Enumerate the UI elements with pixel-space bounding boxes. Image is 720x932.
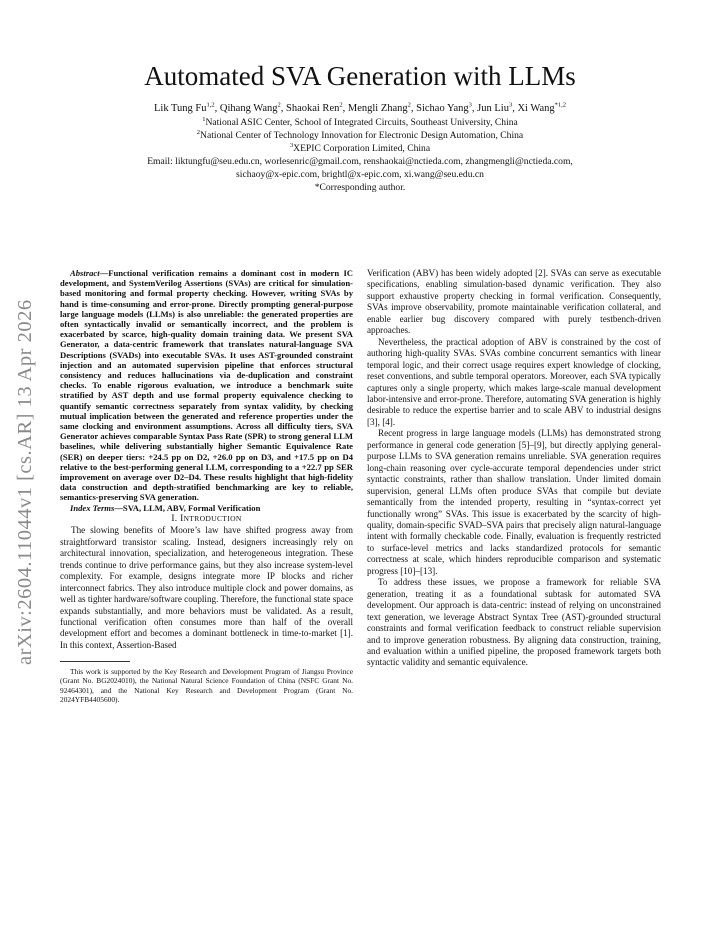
paper-header [60, 60, 660, 194]
author: Sichao Yang$^3$, [416, 101, 478, 114]
affiliation: $^3$XEPIC Corporation Limited, China [289, 141, 431, 154]
arxiv-stamp: arXiv:2604.11044v1 [cs.AR] 13 Apr 2026 [14, 299, 36, 665]
author: Qihang Wang$^2$, [219, 101, 286, 114]
section-heading-introduction: I. INTRODUCTION [171, 513, 242, 524]
author-list [60, 102, 660, 116]
author: Jun Liu$^3$, [477, 101, 518, 114]
abstract-text: —Functional verification remains a dominant cost in modern IC development, and SystemVerilog Assertions (SVAs) are critical for simulation-based monitoring and formal property checking. However, writing SVAs by hand is time-consuming and error-prone. Directly prompting general-purpose large language models (LLMs) is also unreliable: the generated properties are often syntactically invalid or semantically incorrect, and the problem is exacerbated by scarce, high-quality domain training data. We present SVA Generator, a data-centric framework that translates natural-language SVA Descriptions (SVADs) into executable SVAs. It uses AST-grounded constraint injection and an automated supervision pipeline that enforces structural consistency and reduces hallucinations via de-duplication and constraint checks. To enable rigorous evaluation, we introduce a benchmark suite stratified by AST depth and use formal property equivalence checking to quantify semantic correctness separately from syntax validity, by checking mutual implication between the generated and reference properties under the same clocking and environment assumptions. Across all difficulty tiers, SVA Generator achieves comparable Syntax Pass Rate (SPR) to strong general LLM baselines, while delivering substantially higher Semantic Equivalence Rate (SER) on deeper tiers: +24.5 pp on D2, +26.0 pp on D3, and +17.5 pp on D4 relative to the best-performing general LLM, corresponding to a +22.7 pp SER improvement on average over D2–D4. These results highlight that high-fidelity data construction and depth-stratified benchmarking are key to reliable, semantics-preserving SVA generation. [60, 268, 353, 503]
left-column [60, 268, 353, 704]
index-terms: Index Terms—SVA, LLM, ABV, Formal Verification [70, 502, 261, 513]
author: Mengli Zhang$^2$, [347, 101, 417, 114]
body-paragraph: Recent progress in large language models (LLMs) has demonstrated strong performance in general code generation [5]–[9], but directly applying general-purpose LLMs to SVA generation remains unreliable. SVA generation requires long-chain reasoning over cycle-accurate temporal dependencies under strict syntactic constraints, rather than shallow translation. Under limited domain supervision, general LLMs often produce SVAs that compile but deviate semantically from the intended property, resulting in “syntax-correct yet functionally wrong” SVAs. This issue is exacerbated by the scarcity of high-quality, domain-specific SVAD–SVA pairs that precisely align natural-language intent with formally checkable code. Finally, evaluation is frequently restricted to surface-level metrics and lacks standardized protocols for semantic correctness at scale, which hinders reproducible comparison and systematic progress [10]–[13]. [367, 428, 661, 576]
body-paragraph: To address these issues, we propose a framework for reliable SVA generation, treating it as a foundational subtask for automated SVA development. Our approach is data-centric: instead of relying on unconstrained text generation, we leverage Abstract Syntax Tree (AST)-grounded structural constraints and formal verification feedback to construct reliable supervision and to improve generation robustness. By aligning data construction, training, and evaluation within a unified pipeline, the proposed framework targets both syntactic validity and semantic equivalence. [367, 577, 661, 668]
funding-footnote: This work is supported by the Key Research and Development Program of Jiangsu Province (Grant No. BG2024010), the National Natural Science Foundation of China (NSFC Grant No. 92464301), and the National Key Research and Development Program (Grant No. 2024YFB4405600). [60, 667, 353, 704]
paper-title: Automated SVA Generation with LLMs [144, 61, 576, 91]
body-paragraph: Verification (ABV) has been widely adopted [2]. SVAs can serve as executable specifications, enabling simulation-based dynamic verification. They also support exhaustive property checking in formal verification. Consequently, SVAs improve observability, promote maintainable verification collateral, and enable earlier bug discovery compared with purely testbench-driven approaches. [367, 268, 661, 336]
footnote-divider [60, 661, 130, 662]
author: Lik Tung Fu$^{1,2}$, [154, 101, 220, 114]
email-line: Email: liktungfu@seu.edu.cn, worlesenric@gmail.com, renshaokai@nctieda.com, zhangmengli@nctieda.com, [147, 156, 573, 167]
abstract [60, 268, 353, 503]
abstract-label: Abstract [70, 268, 100, 278]
email-line: sichaoy@x-epic.com, brightl@x-epic.com, xi.wang@seu.edu.cn [236, 169, 484, 180]
right-column [367, 268, 661, 669]
intro-paragraph: The slowing benefits of Moore’s law have shifted progress away from straightforward transistor scaling. Instead, designers increasingly rely on architectural innovation, specialization, and heterogeneous integration. These trends continue to drive performance gains, but they also increase system-level complexity. For example, designs integrate more IP blocks and richer interconnect fabrics. They also introduce multiple clock and power domains, as well as tighter hardware/software coupling. Therefore, the functional state space expands substantially, and more behaviors must be validated. As a result, functional verification often consumes more than half of the overall development effort and becomes a dominant bottleneck in time-to-market [1]. In this context, Assertion-Based [60, 525, 353, 650]
corresponding-note: *Corresponding author. [314, 182, 406, 193]
author: Xi Wang$^{*1,2}$ [517, 101, 566, 114]
body-paragraph: Nevertheless, the practical adoption of ABV is constrained by the cost of authoring high-quality SVAs. SVAs combine concurrent semantics with linear temporal logic, and their correct usage requires expert knowledge of clocking, reset conventions, and subtle temporal operators. Moreover, each SVA typically captures only a single property, which makes large-scale manual development labor-intensive and error-prone. Therefore, automating SVA generation is highly desirable to reduce the expertise barrier and to scale ABV to industrial designs [3], [4]. [367, 336, 661, 427]
author: Shaokai Ren$^2$, [285, 101, 348, 114]
affiliation: $^1$National ASIC Center, School of Integrated Circuits, Southeast University, China [202, 115, 518, 128]
affiliation: $^2$National Center of Technology Innovation for Electronic Design Automation, China [196, 128, 524, 141]
